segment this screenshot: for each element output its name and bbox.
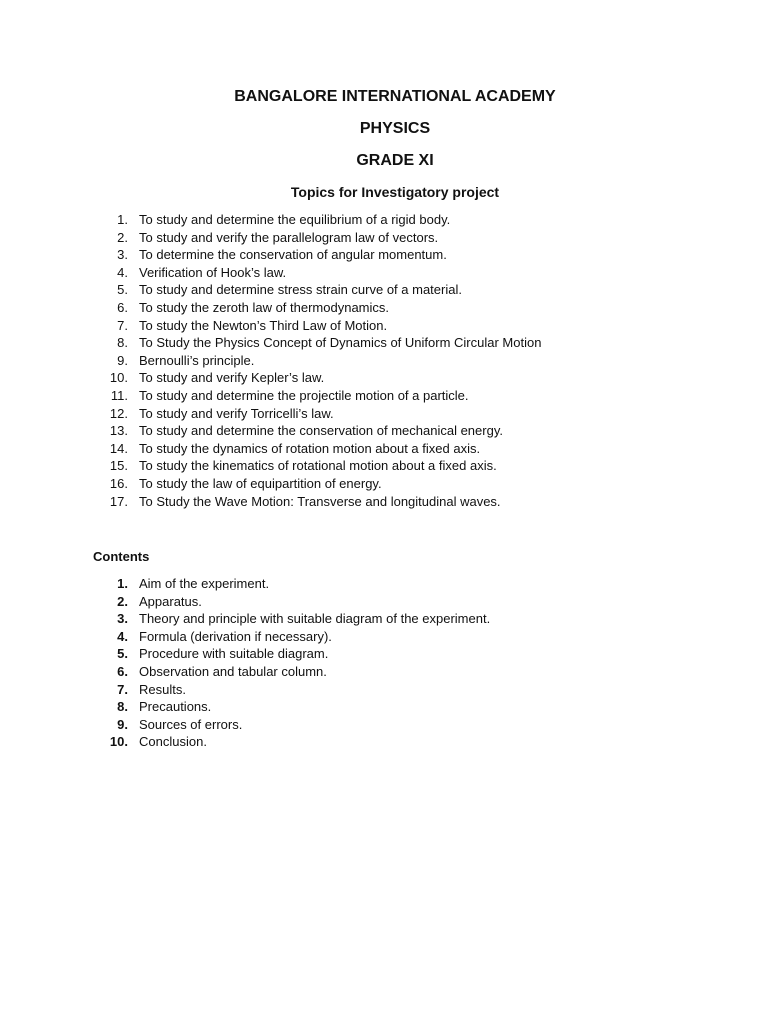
item-text: Precautions. [139,699,212,715]
item-text: Observation and tabular column. [139,663,327,679]
item-number: 11. [110,387,128,403]
item-number: 15. [109,458,128,474]
item-number: 1. [117,212,128,227]
item-text: To study the zeroth law of thermodynamics. [139,299,390,315]
item-text: To study and verify the parallelogram law of vectors. [139,229,439,245]
contents-heading: Contents [93,549,150,564]
item-number: 14. [109,440,128,456]
item-number: 13. [109,423,128,439]
item-text: To study and determine the projectile motion of a particle. [139,387,469,403]
item-text: To Study the Physics Concept of Dynamics of Uniform Circular Motion [139,335,542,351]
school-name: BANGALORE INTERNATIONAL ACADEMY [234,88,556,105]
item-number: 3. [117,611,128,627]
item-number: 10. [109,370,128,386]
item-text: To study the dynamics of rotation motion about a fixed axis. [139,440,481,456]
item-text: Verification of Hook’s law. [139,264,287,280]
item-number: 2. [117,593,128,609]
item-number: 8. [117,335,128,351]
item-number: 7. [117,317,128,333]
item-number: 4. [117,264,128,280]
item-number: 9. [117,716,128,732]
item-number: 12. [109,405,128,421]
item-number: 6. [117,299,128,315]
item-number: 7. [117,681,128,697]
item-text: Procedure with suitable diagram. [139,646,329,662]
item-text: To study and determine the conservation of mechanical energy. [139,423,503,439]
item-number: 8. [117,699,128,715]
item-number: 6. [117,663,128,679]
item-text: To study the kinematics of rotational motion about a fixed axis. [139,458,497,474]
topics-heading: Topics for Investigatory project [290,184,500,200]
item-number: 9. [117,352,128,368]
item-text: Formula (derivation if necessary). [139,628,332,644]
item-number: 10. [109,734,128,750]
grade-title: GRADE XI [356,152,434,169]
item-text: To determine the conservation of angular momentum. [139,247,447,263]
item-number: 4. [117,628,128,644]
item-text: To Study the Wave Motion: Transverse and longitudinal waves. [139,493,501,509]
subject-title: PHYSICS [359,120,431,137]
item-text: To study and determine the equilibrium of a rigid body. [139,212,451,227]
item-text: Aim of the experiment. [139,576,270,591]
item-number: 17. [109,493,128,509]
item-text: To study the law of equipartition of energy. [139,475,382,491]
item-text: To study the Newton’s Third Law of Motion. [139,317,388,333]
item-number: 2. [117,229,128,245]
item-number: 5. [117,282,128,298]
item-text: Results. [139,681,186,697]
item-text: Theory and principle with suitable diagram of the experiment. [139,611,491,627]
item-text: To study and determine stress strain curve of a material. [139,282,462,298]
item-number: 3. [117,247,128,263]
item-text: Bernoulli’s principle. [139,352,255,368]
item-text: Sources of errors. [139,716,243,732]
item-text: Conclusion. [139,734,207,750]
item-text: Apparatus. [139,593,202,609]
item-number: 16. [109,475,128,491]
item-text: To study and verify Kepler’s law. [139,370,325,386]
item-number: 5. [117,646,128,662]
item-text: To study and verify Torricelli’s law. [139,405,334,421]
item-number: 1. [117,576,128,591]
